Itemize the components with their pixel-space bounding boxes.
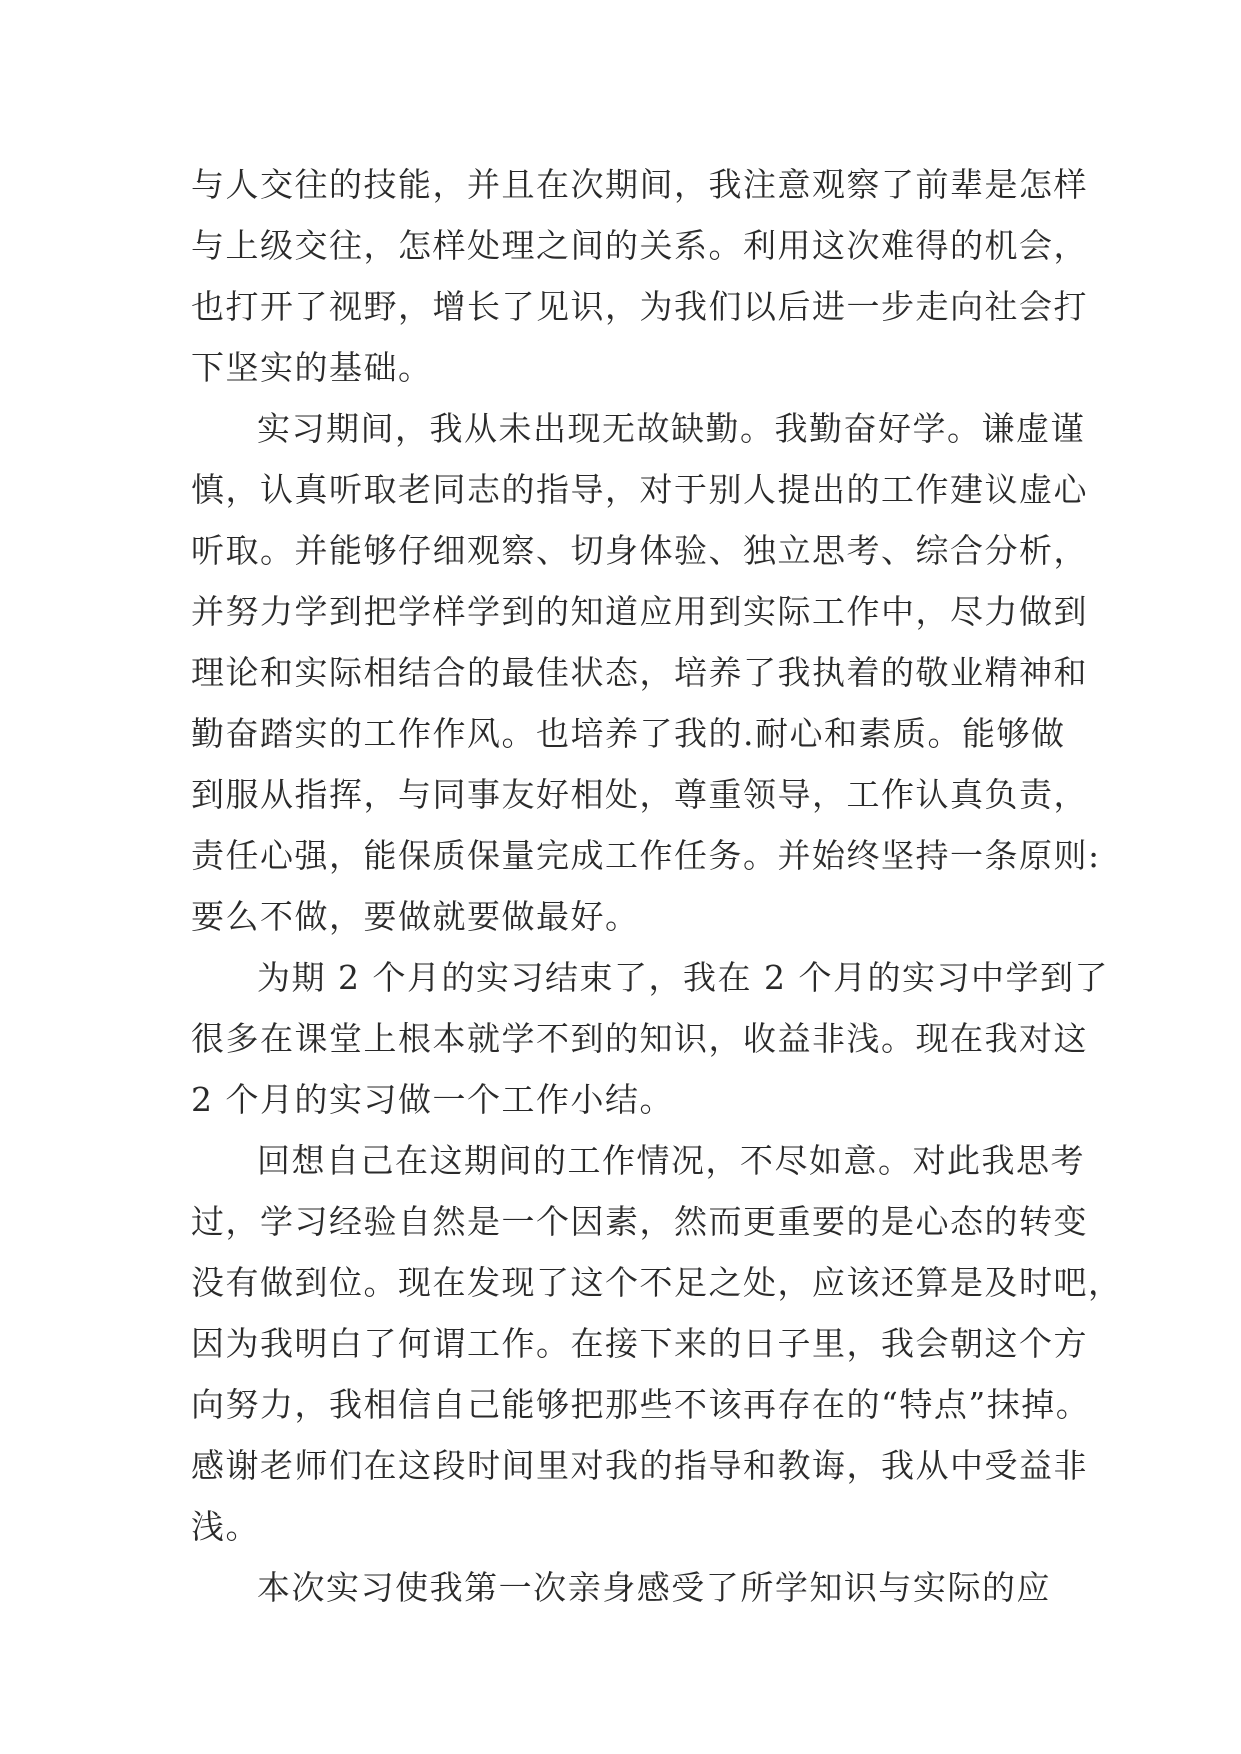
text-line: 向努力，我相信自己能够把那些不该再存在的“特点”抹掉。	[191, 1385, 1091, 1424]
text-line: 责任心强，能保质保量完成工作任务。并始终坚持一条原则:	[191, 836, 1101, 875]
text-line: 回想自己在这期间的工作情况，不尽如意。对此我思考	[257, 1141, 1085, 1180]
text-line: 勤奋踏实的工作作风。也培养了我的.耐心和素质。能够做	[191, 714, 1066, 753]
text-line: 慎，认真听取老同志的指导，对于别人提出的工作建议虚心	[191, 470, 1088, 509]
text-line: 也打开了视野，增长了见识，为我们以后进一步走向社会打	[191, 287, 1088, 326]
text-line: 理论和实际相结合的最佳状态，培养了我执着的敬业精神和	[191, 653, 1088, 692]
text-line: 要么不做，要做就要做最好。	[191, 897, 640, 936]
text-line: 并努力学到把学样学到的知道应用到实际工作中，尽力做到	[191, 592, 1088, 631]
paragraph-4	[191, 1130, 1123, 1557]
text-line: 因为我明白了何谓工作。在接下来的日子里，我会朝这个方	[191, 1324, 1088, 1363]
text-line: 与人交往的技能，并且在次期间，我注意观察了前辈是怎样	[191, 165, 1088, 204]
text-line: 没有做到位。现在发现了这个不足之处，应该还算是及时吧，	[191, 1263, 1123, 1302]
text-line: 听取。并能够仔细观察、切身体验、独立思考、综合分析，	[191, 531, 1088, 570]
text-line: 浅。	[191, 1507, 260, 1546]
text-line: 为期 2 个月的实习结束了，我在 2 个月的实习中学到了	[257, 958, 1109, 997]
text-line: 本次实习使我第一次亲身感受了所学知识与实际的应	[257, 1568, 1051, 1607]
text-line: 过，学习经验自然是一个因素，然而更重要的是心态的转变	[191, 1202, 1088, 1241]
document-body	[191, 154, 1123, 1618]
paragraph-2	[191, 398, 1101, 947]
paragraph-5	[191, 1557, 1051, 1618]
paragraph-3	[191, 947, 1109, 1130]
text-line: 下坚实的基础。	[191, 348, 433, 387]
text-line: 与上级交往，怎样处理之间的关系。利用这次难得的机会，	[191, 226, 1088, 265]
text-line: 很多在课堂上根本就学不到的知识，收益非浅。现在我对这	[191, 1019, 1088, 1058]
text-line: 感谢老师们在这段时间里对我的指导和教诲，我从中受益非	[191, 1446, 1088, 1485]
text-line: 实习期间，我从未出现无故缺勤。我勤奋好学。谦虚谨	[257, 409, 1085, 448]
text-line: 到服从指挥，与同事友好相处，尊重领导，工作认真负责，	[191, 775, 1088, 814]
text-line: 2 个月的实习做一个工作小结。	[191, 1080, 674, 1119]
paragraph-1	[191, 154, 1088, 398]
